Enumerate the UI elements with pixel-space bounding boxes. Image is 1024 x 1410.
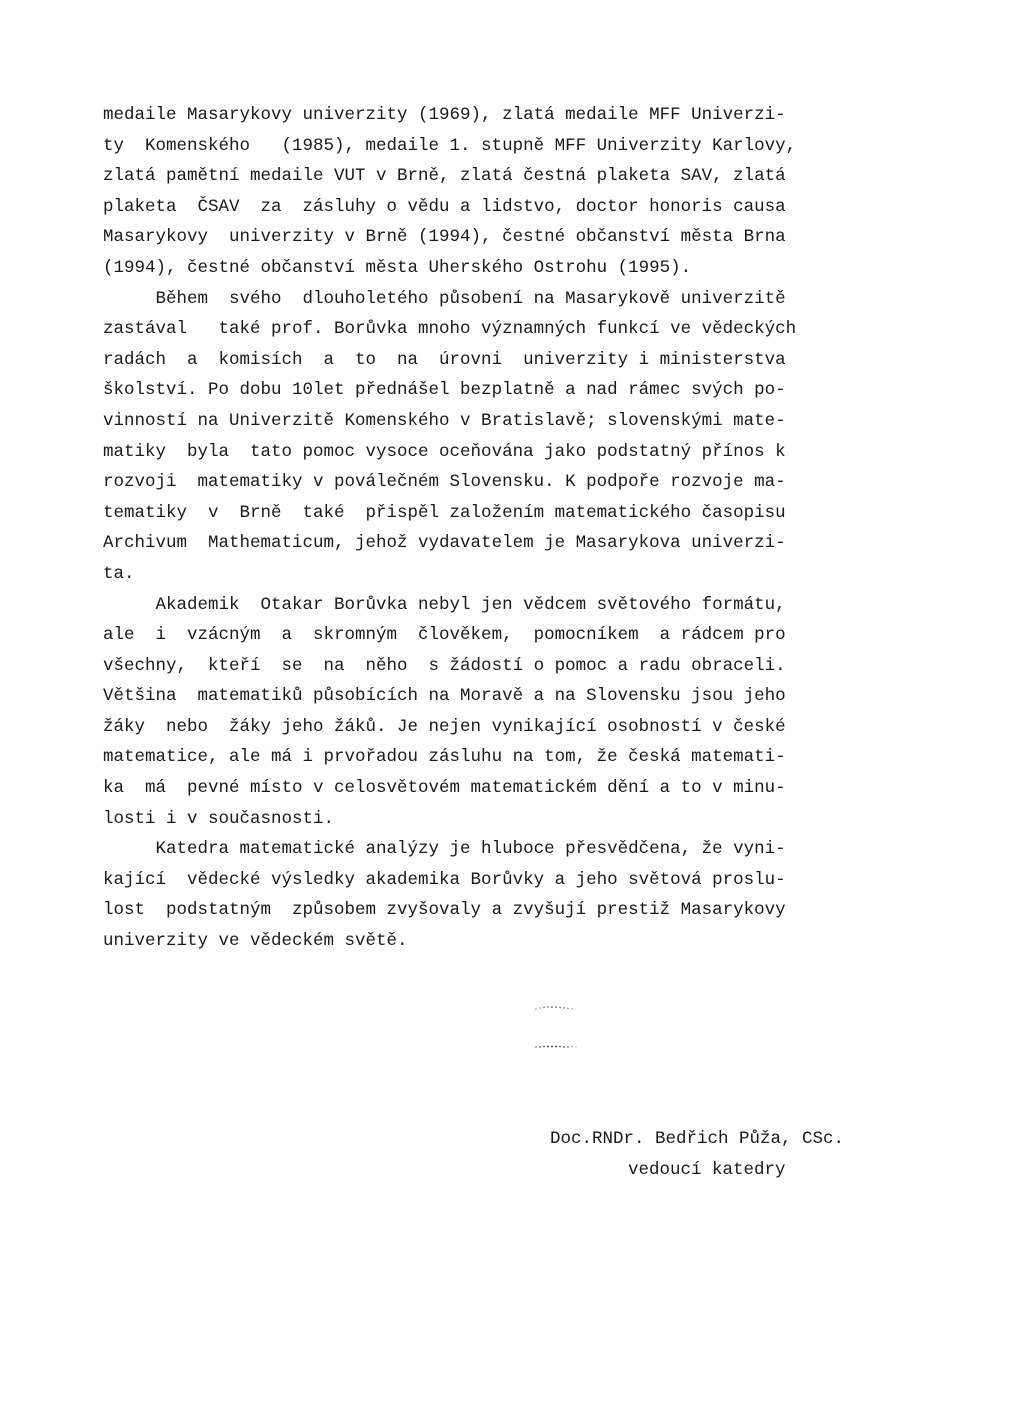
text-line: plaketa ČSAV za zásluhy o vědu a lidstvo, doctor honoris causa	[103, 196, 786, 217]
text-line: Většina matematiků působících na Moravě a na Slovensku jsou jeho	[103, 686, 786, 707]
text-line: Archivum Mathematicum, jehož vydavatelem je Masarykova univerzi-	[103, 533, 786, 554]
text-line: Během svého dlouholetého působení na Masarykově univerzitě	[103, 288, 786, 309]
text-line: univerzity ve vědeckém světě.	[103, 931, 408, 952]
text-line: medaile Masarykovy univerzity (1969), zlatá medaile MFF Univerzi-	[103, 105, 786, 125]
signatory-role: vedoucí katedry	[628, 1160, 786, 1180]
text-line: matematice, ale má i prvořadou zásluhu na tom, že česká matemati-	[103, 747, 786, 768]
text-line: Masarykovy univerzity v Brně (1994), čestné občanství města Brna	[103, 227, 786, 248]
signature-block	[550, 1124, 910, 1186]
text-line: matiky byla tato pomoc vysoce oceňována jako podstatný přínos k	[103, 441, 786, 462]
text-line: vinností na Univerzitě Komenského v Bratislavě; slovenskými mate-	[103, 410, 786, 431]
text-line: rozvoji matematiky v poválečném Slovensku. K podpoře rozvoje ma-	[103, 472, 786, 493]
text-line: tematiky v Brně také přispěl založením matematického časopisu	[103, 502, 786, 523]
text-line: Katedra matematické analýzy je hluboce přesvědčena, že vyni-	[103, 839, 786, 860]
body-text	[103, 100, 903, 957]
text-line: radách a komisích a to na úrovni univerzity i ministerstva	[103, 349, 786, 370]
text-line: lost podstatným způsobem zvyšovaly a zvyšují prestiž Masarykovy	[103, 900, 786, 921]
text-line: kající vědecké výsledky akademika Borůvky a jeho světová proslu-	[103, 869, 786, 890]
text-line: losti i v současnosti.	[103, 808, 335, 829]
text-line: ty Komenského (1985), medaile 1. stupně MFF Univerzity Karlovy,	[103, 135, 797, 156]
text-line: ka má pevné místo v celosvětovém matematickém dění a to v minu-	[103, 778, 786, 799]
text-line: žáky nebo žáky jeho žáků. Je nejen vynikající osobností v české	[103, 716, 786, 737]
scan-speckle	[530, 1005, 590, 1011]
text-line: školství. Po dobu 10let přednášel bezplatně a nad rámec svých po-	[103, 380, 786, 401]
text-line: (1994), čestné občanství města Uherského Ostrohu (1995).	[103, 257, 692, 278]
text-line: zastával také prof. Borůvka mnoho významných funkcí ve vědeckých	[103, 319, 797, 340]
text-line: Akademik Otakar Borůvka nebyl jen vědcem světového formátu,	[103, 594, 786, 615]
signatory-name: Doc.RNDr. Bedřich Půža, CSc.	[550, 1129, 845, 1149]
text-line: zlatá pamětní medaile VUT v Brně, zlatá čestná plaketa SAV, zlatá	[103, 166, 786, 187]
scan-speckle	[530, 1044, 590, 1050]
text-line: ta.	[103, 563, 135, 584]
text-line: ale i vzácným a skromným člověkem, pomocníkem a rádcem pro	[103, 625, 786, 646]
text-line: všechny, kteří se na něho s žádostí o pomoc a radu obraceli.	[103, 655, 786, 676]
